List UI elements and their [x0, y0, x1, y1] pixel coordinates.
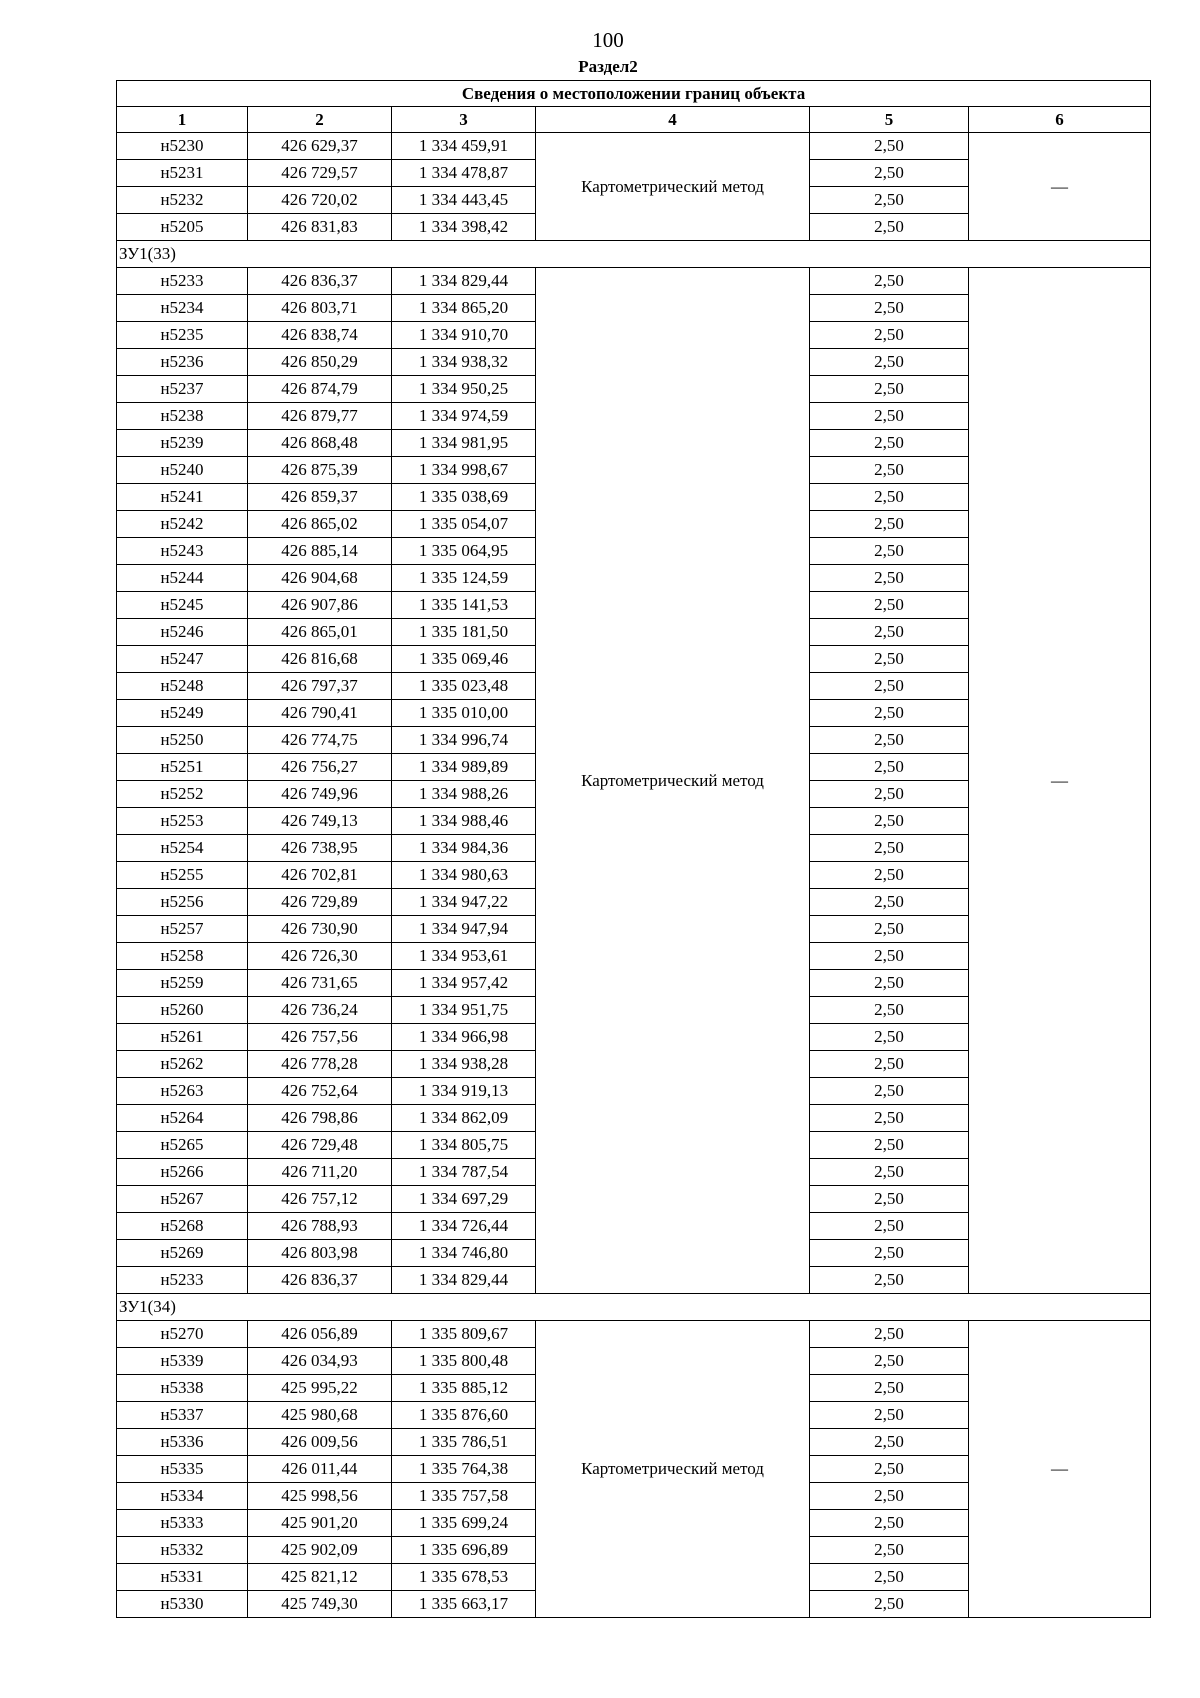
point-id-cell: н5330	[117, 1591, 248, 1618]
column-header-1: 1	[117, 107, 248, 133]
y-coordinate-cell: 1 335 124,59	[392, 565, 536, 592]
accuracy-cell: 2,50	[810, 1402, 969, 1429]
x-coordinate-cell: 425 901,20	[248, 1510, 392, 1537]
point-id-cell: н5259	[117, 970, 248, 997]
x-coordinate-cell: 426 868,48	[248, 430, 392, 457]
x-coordinate-cell: 426 874,79	[248, 376, 392, 403]
point-id-cell: н5233	[117, 1267, 248, 1294]
y-coordinate-cell: 1 334 910,70	[392, 322, 536, 349]
accuracy-cell: 2,50	[810, 538, 969, 565]
y-coordinate-cell: 1 335 764,38	[392, 1456, 536, 1483]
point-id-cell: н5258	[117, 943, 248, 970]
y-coordinate-cell: 1 335 876,60	[392, 1402, 536, 1429]
accuracy-cell: 2,50	[810, 484, 969, 511]
point-id-cell: н5236	[117, 349, 248, 376]
x-coordinate-cell: 426 907,86	[248, 592, 392, 619]
y-coordinate-cell: 1 334 947,94	[392, 916, 536, 943]
accuracy-cell: 2,50	[810, 835, 969, 862]
x-coordinate-cell: 426 816,68	[248, 646, 392, 673]
x-coordinate-cell: 426 778,28	[248, 1051, 392, 1078]
col6-cell: —	[969, 1321, 1151, 1618]
point-id-cell: н5264	[117, 1105, 248, 1132]
point-id-cell: н5268	[117, 1213, 248, 1240]
accuracy-cell: 2,50	[810, 1483, 969, 1510]
point-id-cell: н5243	[117, 538, 248, 565]
accuracy-cell: 2,50	[810, 1537, 969, 1564]
x-coordinate-cell: 426 836,37	[248, 1267, 392, 1294]
group-row	[117, 1294, 1151, 1321]
y-coordinate-cell: 1 335 696,89	[392, 1537, 536, 1564]
point-id-cell: н5256	[117, 889, 248, 916]
y-coordinate-cell: 1 335 699,24	[392, 1510, 536, 1537]
accuracy-cell: 2,50	[810, 619, 969, 646]
accuracy-cell: 2,50	[810, 1429, 969, 1456]
point-id-cell: н5339	[117, 1348, 248, 1375]
point-id-cell: н5230	[117, 133, 248, 160]
point-id-cell: н5263	[117, 1078, 248, 1105]
x-coordinate-cell: 426 056,89	[248, 1321, 392, 1348]
method-cell: Картометрический метод	[536, 1321, 810, 1618]
accuracy-cell: 2,50	[810, 808, 969, 835]
point-id-cell: н5331	[117, 1564, 248, 1591]
point-id-cell: н5248	[117, 673, 248, 700]
accuracy-cell: 2,50	[810, 997, 969, 1024]
y-coordinate-cell: 1 334 865,20	[392, 295, 536, 322]
accuracy-cell: 2,50	[810, 1213, 969, 1240]
y-coordinate-cell: 1 335 663,17	[392, 1591, 536, 1618]
x-coordinate-cell: 426 879,77	[248, 403, 392, 430]
col6-cell: —	[969, 133, 1151, 241]
point-id-cell: н5253	[117, 808, 248, 835]
accuracy-cell: 2,50	[810, 916, 969, 943]
accuracy-cell: 2,50	[810, 1267, 969, 1294]
point-id-cell: н5242	[117, 511, 248, 538]
point-id-cell: н5247	[117, 646, 248, 673]
column-header-2: 2	[248, 107, 392, 133]
y-coordinate-cell: 1 334 805,75	[392, 1132, 536, 1159]
accuracy-cell: 2,50	[810, 295, 969, 322]
x-coordinate-cell: 426 736,24	[248, 997, 392, 1024]
x-coordinate-cell: 426 757,12	[248, 1186, 392, 1213]
col6-cell: —	[969, 268, 1151, 1294]
y-coordinate-cell: 1 334 988,46	[392, 808, 536, 835]
x-coordinate-cell: 426 875,39	[248, 457, 392, 484]
y-coordinate-cell: 1 334 951,75	[392, 997, 536, 1024]
column-header-4: 4	[536, 107, 810, 133]
point-id-cell: н5337	[117, 1402, 248, 1429]
accuracy-cell: 2,50	[810, 268, 969, 295]
point-id-cell: н5265	[117, 1132, 248, 1159]
y-coordinate-cell: 1 335 885,12	[392, 1375, 536, 1402]
y-coordinate-cell: 1 335 010,00	[392, 700, 536, 727]
table-row	[117, 1321, 1151, 1348]
point-id-cell: н5235	[117, 322, 248, 349]
column-header-5: 5	[810, 107, 969, 133]
point-id-cell: н5238	[117, 403, 248, 430]
x-coordinate-cell: 426 790,41	[248, 700, 392, 727]
x-coordinate-cell: 426 797,37	[248, 673, 392, 700]
accuracy-cell: 2,50	[810, 1051, 969, 1078]
x-coordinate-cell: 426 731,65	[248, 970, 392, 997]
x-coordinate-cell: 426 011,44	[248, 1456, 392, 1483]
point-id-cell: н5338	[117, 1375, 248, 1402]
x-coordinate-cell: 426 757,56	[248, 1024, 392, 1051]
point-id-cell: н5234	[117, 295, 248, 322]
y-coordinate-cell: 1 334 988,26	[392, 781, 536, 808]
point-id-cell: н5241	[117, 484, 248, 511]
y-coordinate-cell: 1 335 786,51	[392, 1429, 536, 1456]
point-id-cell: н5255	[117, 862, 248, 889]
x-coordinate-cell: 426 629,37	[248, 133, 392, 160]
x-coordinate-cell: 426 749,13	[248, 808, 392, 835]
accuracy-cell: 2,50	[810, 457, 969, 484]
accuracy-cell: 2,50	[810, 781, 969, 808]
point-id-cell: н5231	[117, 160, 248, 187]
accuracy-cell: 2,50	[810, 1132, 969, 1159]
accuracy-cell: 2,50	[810, 133, 969, 160]
x-coordinate-cell: 425 980,68	[248, 1402, 392, 1429]
x-coordinate-cell: 426 752,64	[248, 1078, 392, 1105]
point-id-cell: н5270	[117, 1321, 248, 1348]
accuracy-cell: 2,50	[810, 1024, 969, 1051]
y-coordinate-cell: 1 334 697,29	[392, 1186, 536, 1213]
y-coordinate-cell: 1 334 787,54	[392, 1159, 536, 1186]
y-coordinate-cell: 1 334 947,22	[392, 889, 536, 916]
boundary-coordinates-table	[116, 80, 1151, 1618]
x-coordinate-cell: 426 730,90	[248, 916, 392, 943]
point-id-cell: н5232	[117, 187, 248, 214]
x-coordinate-cell: 425 749,30	[248, 1591, 392, 1618]
point-id-cell: н5335	[117, 1456, 248, 1483]
table-title: Сведения о местоположении границ объекта	[117, 81, 1151, 107]
x-coordinate-cell: 426 831,83	[248, 214, 392, 241]
method-cell: Картометрический метод	[536, 268, 810, 1294]
table-row	[117, 133, 1151, 160]
accuracy-cell: 2,50	[810, 565, 969, 592]
x-coordinate-cell: 426 885,14	[248, 538, 392, 565]
x-coordinate-cell: 425 998,56	[248, 1483, 392, 1510]
point-id-cell: н5336	[117, 1429, 248, 1456]
section-title: Раздел2	[578, 57, 638, 76]
x-coordinate-cell: 425 902,09	[248, 1537, 392, 1564]
accuracy-cell: 2,50	[810, 1510, 969, 1537]
accuracy-cell: 2,50	[810, 376, 969, 403]
accuracy-cell: 2,50	[810, 1159, 969, 1186]
accuracy-cell: 2,50	[810, 673, 969, 700]
y-coordinate-cell: 1 335 809,67	[392, 1321, 536, 1348]
point-id-cell: н5240	[117, 457, 248, 484]
accuracy-cell: 2,50	[810, 1078, 969, 1105]
page-number: 100	[592, 28, 624, 52]
y-coordinate-cell: 1 334 829,44	[392, 1267, 536, 1294]
y-coordinate-cell: 1 334 966,98	[392, 1024, 536, 1051]
group-label: ЗУ1(34)	[117, 1294, 1151, 1321]
point-id-cell: н5254	[117, 835, 248, 862]
group-row	[117, 241, 1151, 268]
point-id-cell: н5262	[117, 1051, 248, 1078]
point-id-cell: н5251	[117, 754, 248, 781]
y-coordinate-cell: 1 334 989,89	[392, 754, 536, 781]
y-coordinate-cell: 1 335 054,07	[392, 511, 536, 538]
x-coordinate-cell: 426 720,02	[248, 187, 392, 214]
y-coordinate-cell: 1 334 746,80	[392, 1240, 536, 1267]
x-coordinate-cell: 426 009,56	[248, 1429, 392, 1456]
point-id-cell: н5333	[117, 1510, 248, 1537]
point-id-cell: н5257	[117, 916, 248, 943]
point-id-cell: н5246	[117, 619, 248, 646]
x-coordinate-cell: 426 859,37	[248, 484, 392, 511]
y-coordinate-cell: 1 335 064,95	[392, 538, 536, 565]
x-coordinate-cell: 426 774,75	[248, 727, 392, 754]
y-coordinate-cell: 1 334 950,25	[392, 376, 536, 403]
x-coordinate-cell: 426 798,86	[248, 1105, 392, 1132]
y-coordinate-cell: 1 335 038,69	[392, 484, 536, 511]
accuracy-cell: 2,50	[810, 1591, 969, 1618]
group-label: ЗУ1(33)	[117, 241, 1151, 268]
y-coordinate-cell: 1 334 996,74	[392, 727, 536, 754]
y-coordinate-cell: 1 334 862,09	[392, 1105, 536, 1132]
x-coordinate-cell: 426 788,93	[248, 1213, 392, 1240]
point-id-cell: н5266	[117, 1159, 248, 1186]
y-coordinate-cell: 1 334 998,67	[392, 457, 536, 484]
column-header-3: 3	[392, 107, 536, 133]
accuracy-cell: 2,50	[810, 970, 969, 997]
accuracy-cell: 2,50	[810, 1564, 969, 1591]
x-coordinate-cell: 426 729,89	[248, 889, 392, 916]
accuracy-cell: 2,50	[810, 214, 969, 241]
accuracy-cell: 2,50	[810, 349, 969, 376]
x-coordinate-cell: 426 756,27	[248, 754, 392, 781]
point-id-cell: н5332	[117, 1537, 248, 1564]
x-coordinate-cell: 426 738,95	[248, 835, 392, 862]
point-id-cell: н5334	[117, 1483, 248, 1510]
x-coordinate-cell: 425 995,22	[248, 1375, 392, 1402]
point-id-cell: н5267	[117, 1186, 248, 1213]
x-coordinate-cell: 425 821,12	[248, 1564, 392, 1591]
x-coordinate-cell: 426 729,48	[248, 1132, 392, 1159]
point-id-cell: н5244	[117, 565, 248, 592]
y-coordinate-cell: 1 334 459,91	[392, 133, 536, 160]
accuracy-cell: 2,50	[810, 1240, 969, 1267]
y-coordinate-cell: 1 334 938,32	[392, 349, 536, 376]
y-coordinate-cell: 1 334 478,87	[392, 160, 536, 187]
accuracy-cell: 2,50	[810, 1456, 969, 1483]
accuracy-cell: 2,50	[810, 592, 969, 619]
table-row	[117, 268, 1151, 295]
y-coordinate-cell: 1 334 726,44	[392, 1213, 536, 1240]
y-coordinate-cell: 1 334 981,95	[392, 430, 536, 457]
x-coordinate-cell: 426 838,74	[248, 322, 392, 349]
x-coordinate-cell: 426 726,30	[248, 943, 392, 970]
y-coordinate-cell: 1 335 678,53	[392, 1564, 536, 1591]
point-id-cell: н5237	[117, 376, 248, 403]
accuracy-cell: 2,50	[810, 943, 969, 970]
point-id-cell: н5252	[117, 781, 248, 808]
x-coordinate-cell: 426 865,01	[248, 619, 392, 646]
y-coordinate-cell: 1 334 398,42	[392, 214, 536, 241]
point-id-cell: н5261	[117, 1024, 248, 1051]
y-coordinate-cell: 1 334 974,59	[392, 403, 536, 430]
table-header-row	[117, 107, 1151, 133]
accuracy-cell: 2,50	[810, 187, 969, 214]
x-coordinate-cell: 426 836,37	[248, 268, 392, 295]
point-id-cell: н5269	[117, 1240, 248, 1267]
y-coordinate-cell: 1 335 141,53	[392, 592, 536, 619]
y-coordinate-cell: 1 334 953,61	[392, 943, 536, 970]
y-coordinate-cell: 1 335 757,58	[392, 1483, 536, 1510]
point-id-cell: н5239	[117, 430, 248, 457]
x-coordinate-cell: 426 803,98	[248, 1240, 392, 1267]
x-coordinate-cell: 426 034,93	[248, 1348, 392, 1375]
y-coordinate-cell: 1 334 919,13	[392, 1078, 536, 1105]
accuracy-cell: 2,50	[810, 511, 969, 538]
y-coordinate-cell: 1 334 980,63	[392, 862, 536, 889]
point-id-cell: н5249	[117, 700, 248, 727]
accuracy-cell: 2,50	[810, 727, 969, 754]
y-coordinate-cell: 1 334 829,44	[392, 268, 536, 295]
y-coordinate-cell: 1 334 938,28	[392, 1051, 536, 1078]
accuracy-cell: 2,50	[810, 1375, 969, 1402]
accuracy-cell: 2,50	[810, 700, 969, 727]
method-cell: Картометрический метод	[536, 133, 810, 241]
y-coordinate-cell: 1 334 957,42	[392, 970, 536, 997]
x-coordinate-cell: 426 749,96	[248, 781, 392, 808]
column-header-6: 6	[969, 107, 1151, 133]
accuracy-cell: 2,50	[810, 862, 969, 889]
y-coordinate-cell: 1 335 800,48	[392, 1348, 536, 1375]
x-coordinate-cell: 426 711,20	[248, 1159, 392, 1186]
accuracy-cell: 2,50	[810, 889, 969, 916]
point-id-cell: н5245	[117, 592, 248, 619]
y-coordinate-cell: 1 335 181,50	[392, 619, 536, 646]
accuracy-cell: 2,50	[810, 403, 969, 430]
point-id-cell: н5250	[117, 727, 248, 754]
y-coordinate-cell: 1 334 443,45	[392, 187, 536, 214]
x-coordinate-cell: 426 904,68	[248, 565, 392, 592]
x-coordinate-cell: 426 865,02	[248, 511, 392, 538]
point-id-cell: н5205	[117, 214, 248, 241]
x-coordinate-cell: 426 803,71	[248, 295, 392, 322]
point-id-cell: н5233	[117, 268, 248, 295]
accuracy-cell: 2,50	[810, 646, 969, 673]
accuracy-cell: 2,50	[810, 160, 969, 187]
accuracy-cell: 2,50	[810, 754, 969, 781]
y-coordinate-cell: 1 334 984,36	[392, 835, 536, 862]
accuracy-cell: 2,50	[810, 430, 969, 457]
accuracy-cell: 2,50	[810, 1348, 969, 1375]
y-coordinate-cell: 1 335 023,48	[392, 673, 536, 700]
point-id-cell: н5260	[117, 997, 248, 1024]
accuracy-cell: 2,50	[810, 1105, 969, 1132]
x-coordinate-cell: 426 850,29	[248, 349, 392, 376]
x-coordinate-cell: 426 729,57	[248, 160, 392, 187]
x-coordinate-cell: 426 702,81	[248, 862, 392, 889]
y-coordinate-cell: 1 335 069,46	[392, 646, 536, 673]
accuracy-cell: 2,50	[810, 1186, 969, 1213]
accuracy-cell: 2,50	[810, 1321, 969, 1348]
accuracy-cell: 2,50	[810, 322, 969, 349]
